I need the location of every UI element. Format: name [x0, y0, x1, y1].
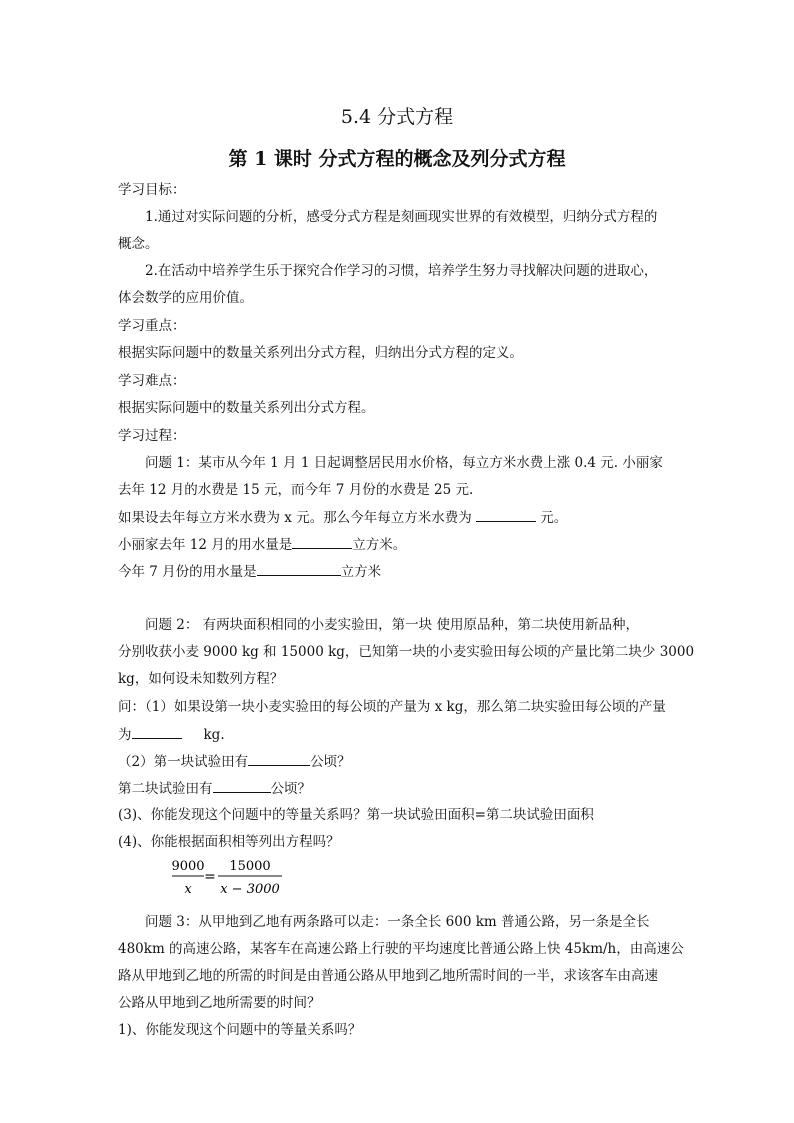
problem-2-question-2b-prefix: 第二块试验田有	[118, 781, 213, 797]
answer-blank[interactable]	[257, 561, 341, 576]
problem-1-line-1: 问题 1：某市从今年 1 月 1 日起调整居民用水价格，每立方米水费上涨 0.4 元. 小丽家	[145, 455, 663, 471]
objective-1-line-2: 概念。	[118, 236, 159, 252]
problem-1-question-3-suffix: 立方米	[340, 564, 382, 580]
formula-right-denominator: x − 3000	[220, 882, 280, 897]
problem-1-line-2: 去年 12 月的水费是 15 元，而今年 7 月份的水费是 25 元.	[118, 482, 474, 498]
problem-1-question-1	[118, 507, 567, 528]
answer-blank[interactable]	[132, 724, 182, 739]
key-points-label: 学习重点：	[118, 318, 186, 334]
problem-1-question-3	[118, 561, 381, 582]
difficulties-label: 学习难点：	[118, 373, 186, 389]
problem-2-line-2: 分别收获小麦 9000 kg 和 15000 kg，已知第一块的小麦实验田每公顷的产量比第二块少 3000	[118, 644, 695, 660]
problem-3-line-3: 路从甲地到乙地的所需的时间是由普通公路从甲地到乙地所需时间的一半，求该客车由高速	[118, 968, 658, 984]
problem-1-question-2	[118, 534, 406, 555]
problem-2-question-1-line-2	[118, 724, 225, 745]
problem-2-question-1-suffix: kg.	[203, 727, 225, 743]
problem-2-question-2b-suffix: 公顷？	[270, 781, 311, 797]
key-points-text: 根据实际问题中的数量关系列出分式方程，归纳出分式方程的定义。	[118, 345, 523, 361]
problem-3-line-2: 480km 的高速公路，某客车在高速公路上行驶的平均速度比普通公路上快 45km/h，由高速公	[118, 941, 684, 957]
problem-2-line-1: 问题 2： 有两块面积相同的小麦实验田，第一块 使用原品种，第二块使用新品种，	[145, 617, 639, 633]
page-title: 5.4 分式方程	[340, 106, 454, 128]
formula-right-numerator: 15000	[229, 859, 271, 874]
objective-1-line-1: 1.通过对实际问题的分析，感受分式方程是刻画现实世界的有效模型，归纳分式方程的	[145, 209, 658, 225]
formula-left-numerator: 9000	[171, 859, 205, 874]
problem-2-line-3: kg，如何设未知数列方程？	[118, 671, 284, 687]
answer-blank[interactable]	[213, 778, 271, 793]
answer-blank[interactable]	[248, 751, 310, 766]
problem-3-line-1: 问题 3：从甲地到乙地有两条路可以走：一条全长 600 km 普通公路，另一条是全长	[145, 914, 650, 930]
objectives-label: 学习目标：	[118, 182, 186, 198]
problem-1-question-3-prefix: 今年 7 月份的用水量是	[118, 564, 257, 580]
objective-2-line-1: 2.在活动中培养学生乐于探究合作学习的习惯，培养学生努力寻找解决问题的进取心，	[145, 263, 658, 279]
answer-blank[interactable]	[476, 507, 536, 522]
problem-2-question-1-line-1: 问：（1）如果设第一块小麦实验田的每公顷的产量为 x kg，那么第二块实验田每公顷的产量	[118, 699, 666, 715]
problem-2-question-3: (3)、你能发现这个问题中的等量关系吗？第一块试验田面积=第二块试验田面积	[118, 807, 594, 823]
process-label: 学习过程：	[118, 428, 186, 444]
problem-2-question-1-prefix: 为	[118, 727, 132, 743]
formula-equals: =	[204, 869, 216, 885]
problem-2-question-2b	[118, 778, 311, 799]
problem-2-question-2	[118, 751, 351, 772]
problem-2-question-4: (4)、你能根据面积相等列出方程吗？	[118, 834, 340, 850]
problem-1-question-1-prefix: 如果设去年每立方米水费为 x 元。那么今年每立方米水费为	[118, 510, 476, 526]
problem-2-question-2-suffix: 公顷？	[310, 754, 351, 770]
lesson-subtitle: 第 1 课时 分式方程的概念及列分式方程	[228, 148, 566, 170]
problem-1-question-2-suffix: 立方米。	[352, 537, 407, 553]
problem-1-question-1-suffix: 元。	[536, 510, 568, 526]
answer-blank[interactable]	[292, 534, 352, 549]
problem-2-question-2-prefix: （2）第一块试验田有	[118, 754, 249, 770]
difficulties-text: 根据实际问题中的数量关系列出分式方程。	[118, 400, 375, 416]
problem-1-question-2-prefix: 小丽家去年 12 月的用水量是	[118, 537, 293, 553]
problem-3-question-1: 1)、你能发现这个问题中的等量关系吗？	[118, 1022, 362, 1038]
equation-formula	[170, 855, 290, 899]
formula-left-denominator: x	[184, 882, 192, 897]
objective-2-line-2: 体会数学的应用价值。	[118, 290, 253, 306]
problem-3-line-4: 公路从甲地到乙地所需要的时间？	[118, 995, 321, 1011]
